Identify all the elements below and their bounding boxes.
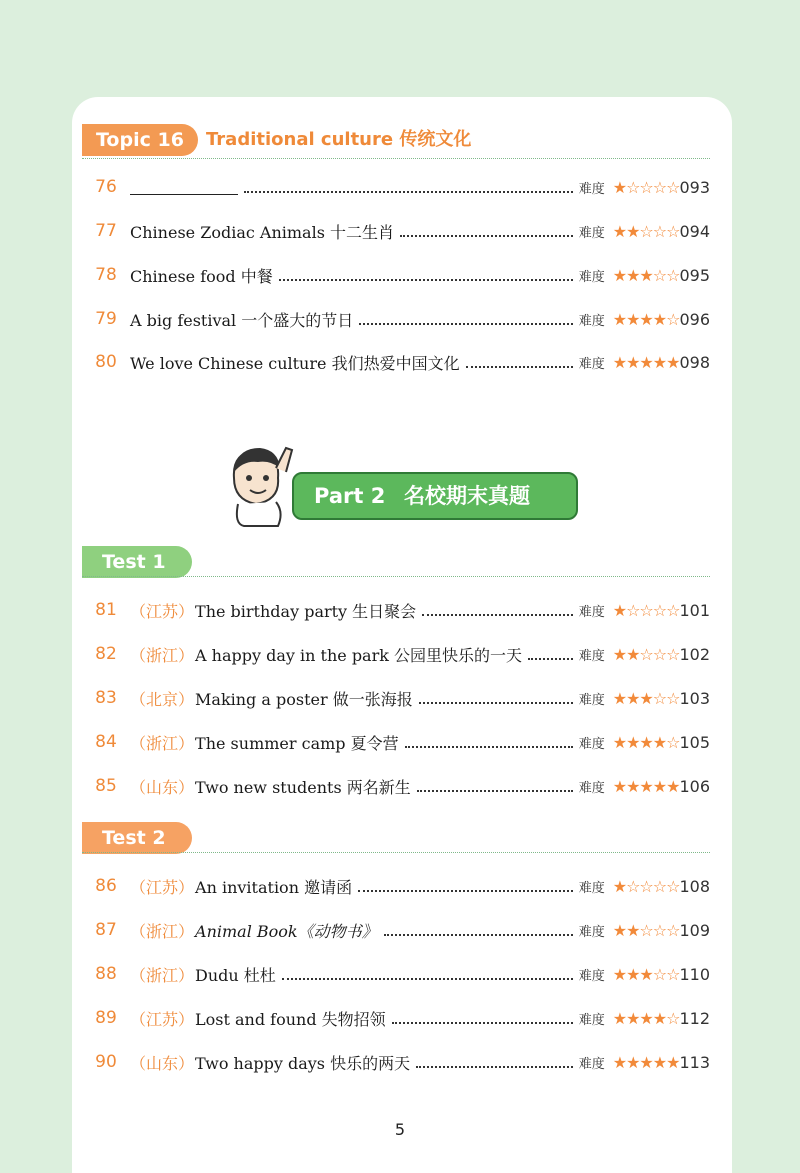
toc-entry[interactable] xyxy=(82,173,710,201)
difficulty-stars xyxy=(613,777,680,796)
dot-leader xyxy=(416,1056,573,1068)
difficulty-stars xyxy=(613,1053,680,1072)
toc-entry[interactable] xyxy=(82,772,710,800)
entry-region: （山东） xyxy=(130,777,195,797)
difficulty-label: 难度 xyxy=(578,692,605,708)
toc-entry[interactable] xyxy=(82,261,710,289)
test-1-badge xyxy=(82,546,192,578)
star-filled-icon: ★ xyxy=(612,352,627,372)
difficulty-label: 难度 xyxy=(578,1012,605,1028)
entry-page: 109 xyxy=(679,920,710,940)
star-empty-icon: ☆ xyxy=(626,600,640,620)
star-empty-icon: ☆ xyxy=(626,876,640,896)
star-empty-icon: ☆ xyxy=(639,920,653,940)
star-empty-icon: ☆ xyxy=(666,920,680,940)
difficulty-label: 难度 xyxy=(578,225,605,241)
star-empty-icon: ☆ xyxy=(652,688,667,708)
star-filled-icon: ★ xyxy=(612,265,627,285)
star-filled-icon: ★ xyxy=(639,309,653,329)
topic-divider xyxy=(82,158,710,159)
entry-title: Dudu 杜杜 xyxy=(195,965,276,985)
star-empty-icon: ☆ xyxy=(639,876,653,896)
difficulty-label: 难度 xyxy=(578,924,605,940)
toc-entry[interactable] xyxy=(82,1048,710,1076)
star-empty-icon: ☆ xyxy=(666,177,680,197)
difficulty-stars xyxy=(613,1009,680,1028)
star-empty-icon: ☆ xyxy=(652,920,667,940)
toc-entry[interactable] xyxy=(82,640,710,668)
dot-leader xyxy=(279,269,573,281)
dot-leader xyxy=(244,181,573,193)
entry-title: Lost and found 失物招领 xyxy=(195,1009,386,1029)
star-filled-icon: ★ xyxy=(639,1008,653,1028)
toc-entry[interactable] xyxy=(82,960,710,988)
dot-leader xyxy=(417,780,573,792)
entry-number: 86 xyxy=(95,876,117,896)
entry-number: 77 xyxy=(95,221,117,241)
star-filled-icon: ★ xyxy=(639,964,653,984)
star-filled-icon: ★ xyxy=(652,352,667,372)
difficulty-stars xyxy=(613,965,680,984)
star-filled-icon: ★ xyxy=(612,1052,627,1072)
entry-page: 112 xyxy=(679,1008,710,1028)
star-filled-icon: ★ xyxy=(626,309,640,329)
star-empty-icon: ☆ xyxy=(639,221,653,241)
entry-number: 90 xyxy=(95,1052,117,1072)
title-blank-line xyxy=(130,180,238,195)
entry-number: 84 xyxy=(95,732,117,752)
star-empty-icon: ☆ xyxy=(666,309,680,329)
entry-page: 106 xyxy=(679,776,710,796)
star-filled-icon: ★ xyxy=(612,964,627,984)
dot-leader xyxy=(466,356,573,368)
star-filled-icon: ★ xyxy=(612,309,627,329)
toc-entry[interactable] xyxy=(82,684,710,712)
star-filled-icon: ★ xyxy=(626,776,640,796)
difficulty-label: 难度 xyxy=(578,968,605,984)
entry-title: A big festival 一个盛大的节日 xyxy=(130,310,354,330)
topic-badge: Topic 16 xyxy=(82,124,198,156)
star-filled-icon: ★ xyxy=(612,876,627,896)
test-1-divider xyxy=(82,576,710,577)
star-filled-icon: ★ xyxy=(612,776,627,796)
entry-number: 79 xyxy=(95,309,117,329)
entry-number: 81 xyxy=(95,600,117,620)
toc-entry[interactable] xyxy=(82,1004,710,1032)
difficulty-stars xyxy=(613,178,680,197)
star-filled-icon: ★ xyxy=(652,732,667,752)
star-filled-icon: ★ xyxy=(639,688,653,708)
entry-page: 094 xyxy=(679,221,710,241)
entry-page: 110 xyxy=(679,964,710,984)
star-empty-icon: ☆ xyxy=(666,265,680,285)
difficulty-label: 难度 xyxy=(578,648,605,664)
toc-entry[interactable] xyxy=(82,348,710,376)
star-filled-icon: ★ xyxy=(626,1052,640,1072)
entry-number: 89 xyxy=(95,1008,117,1028)
dot-leader xyxy=(392,1012,573,1024)
star-empty-icon: ☆ xyxy=(652,177,667,197)
star-filled-icon: ★ xyxy=(626,644,640,664)
star-empty-icon: ☆ xyxy=(652,644,667,664)
toc-entry[interactable] xyxy=(82,217,710,245)
dot-leader xyxy=(422,604,573,616)
topic-header xyxy=(82,124,710,158)
entry-number: 76 xyxy=(95,177,117,197)
star-filled-icon: ★ xyxy=(626,964,640,984)
topic-title: Traditional culture 传统文化 xyxy=(206,129,472,150)
entry-page: 101 xyxy=(679,600,710,620)
star-filled-icon: ★ xyxy=(639,776,653,796)
star-filled-icon: ★ xyxy=(612,732,627,752)
entry-page: 105 xyxy=(679,732,710,752)
star-filled-icon: ★ xyxy=(652,776,667,796)
entry-title: We love Chinese culture 我们热爱中国文化 xyxy=(130,353,460,373)
entry-region: （山东） xyxy=(130,1053,195,1073)
star-empty-icon: ☆ xyxy=(666,600,680,620)
star-empty-icon: ☆ xyxy=(652,265,667,285)
entry-page: 113 xyxy=(679,1052,710,1072)
test-2-divider xyxy=(82,852,710,853)
star-empty-icon: ☆ xyxy=(639,644,653,664)
entry-page: 108 xyxy=(679,876,710,896)
entry-page: 093 xyxy=(679,177,710,197)
difficulty-stars xyxy=(613,601,680,620)
entry-title: An invitation 邀请函 xyxy=(195,877,353,897)
entry-title: The summer camp 夏令营 xyxy=(195,733,399,753)
entry-page: 103 xyxy=(679,688,710,708)
star-filled-icon: ★ xyxy=(652,1052,667,1072)
dot-leader xyxy=(359,313,572,325)
star-empty-icon: ☆ xyxy=(666,876,680,896)
entry-title: Chinese Zodiac Animals 十二生肖 xyxy=(130,222,395,242)
star-filled-icon: ★ xyxy=(612,221,627,241)
entry-number: 78 xyxy=(95,265,117,285)
star-empty-icon: ☆ xyxy=(666,688,680,708)
star-filled-icon: ★ xyxy=(612,644,627,664)
test-2-badge xyxy=(82,822,192,854)
star-filled-icon: ★ xyxy=(612,688,627,708)
star-empty-icon: ☆ xyxy=(666,221,680,241)
entry-title: Two happy days 快乐的两天 xyxy=(195,1053,411,1073)
star-empty-icon: ☆ xyxy=(639,600,653,620)
difficulty-label: 难度 xyxy=(578,604,605,620)
part-title: 名校期末真题 xyxy=(404,484,530,508)
difficulty-stars xyxy=(613,353,680,372)
entry-number: 83 xyxy=(95,688,117,708)
star-filled-icon: ★ xyxy=(652,309,667,329)
difficulty-label: 难度 xyxy=(578,181,605,197)
entry-region: （北京） xyxy=(130,689,195,709)
entry-number: 88 xyxy=(95,964,117,984)
dot-leader xyxy=(405,736,573,748)
part-2-banner xyxy=(292,472,578,520)
page-number: 5 xyxy=(394,1120,406,1139)
star-empty-icon: ☆ xyxy=(666,732,680,752)
star-filled-icon: ★ xyxy=(639,1052,653,1072)
dot-leader xyxy=(528,648,573,660)
difficulty-stars xyxy=(613,645,680,664)
star-empty-icon: ☆ xyxy=(652,964,667,984)
toc-entry[interactable] xyxy=(82,916,710,944)
difficulty-label: 难度 xyxy=(578,313,605,329)
star-filled-icon: ★ xyxy=(639,265,653,285)
toc-entry[interactable] xyxy=(82,305,710,333)
difficulty-label: 难度 xyxy=(578,880,605,896)
entry-title: Making a poster 做一张海报 xyxy=(195,689,413,709)
star-filled-icon: ★ xyxy=(612,1008,627,1028)
star-filled-icon: ★ xyxy=(626,265,640,285)
star-empty-icon: ☆ xyxy=(666,1008,680,1028)
dot-leader xyxy=(384,924,573,936)
star-filled-icon: ★ xyxy=(626,1008,640,1028)
star-empty-icon: ☆ xyxy=(652,600,667,620)
star-filled-icon: ★ xyxy=(626,920,640,940)
star-filled-icon: ★ xyxy=(652,1008,667,1028)
entry-number: 80 xyxy=(95,352,117,372)
star-filled-icon: ★ xyxy=(626,688,640,708)
star-filled-icon: ★ xyxy=(666,352,680,372)
difficulty-stars xyxy=(613,266,680,285)
star-empty-icon: ☆ xyxy=(652,876,667,896)
toc-entry[interactable] xyxy=(82,728,710,756)
entry-number: 82 xyxy=(95,644,117,664)
entry-title: A happy day in the park 公园里快乐的一天 xyxy=(195,645,523,665)
entry-region: （江苏） xyxy=(130,1009,195,1029)
test-2-label: Test 2 xyxy=(102,827,166,849)
star-empty-icon: ☆ xyxy=(652,221,667,241)
star-empty-icon: ☆ xyxy=(666,644,680,664)
entry-region: （浙江） xyxy=(130,733,195,753)
star-filled-icon: ★ xyxy=(612,177,627,197)
star-filled-icon: ★ xyxy=(639,732,653,752)
dot-leader xyxy=(400,225,573,237)
dot-leader xyxy=(282,968,573,980)
star-empty-icon: ☆ xyxy=(626,177,640,197)
entry-title: Animal Book《动物书》 xyxy=(195,921,378,941)
difficulty-stars xyxy=(613,733,680,752)
star-filled-icon: ★ xyxy=(612,920,627,940)
dot-leader xyxy=(419,692,573,704)
difficulty-label: 难度 xyxy=(578,269,605,285)
difficulty-stars xyxy=(613,310,680,329)
part-label: Part 2 xyxy=(314,484,386,508)
difficulty-label: 难度 xyxy=(578,1056,605,1072)
entry-title: Chinese food 中餐 xyxy=(130,266,273,286)
entry-region: （浙江） xyxy=(130,645,195,665)
star-filled-icon: ★ xyxy=(626,352,640,372)
toc-entry[interactable] xyxy=(82,596,710,624)
difficulty-label: 难度 xyxy=(578,356,605,372)
star-filled-icon: ★ xyxy=(666,776,680,796)
difficulty-stars xyxy=(613,877,680,896)
star-filled-icon: ★ xyxy=(626,221,640,241)
dot-leader xyxy=(358,880,573,892)
entry-page: 096 xyxy=(679,309,710,329)
star-filled-icon: ★ xyxy=(666,1052,680,1072)
entry-number: 85 xyxy=(95,776,117,796)
entry-region: （浙江） xyxy=(130,965,195,985)
difficulty-stars xyxy=(613,689,680,708)
star-filled-icon: ★ xyxy=(639,352,653,372)
entry-title: The birthday party 生日聚会 xyxy=(195,601,417,621)
difficulty-label: 难度 xyxy=(578,736,605,752)
difficulty-stars xyxy=(613,921,680,940)
test-1-label: Test 1 xyxy=(102,551,166,573)
entry-region: （江苏） xyxy=(130,601,195,621)
toc-entry[interactable] xyxy=(82,872,710,900)
entry-region: （江苏） xyxy=(130,877,195,897)
entry-title: Two new students 两名新生 xyxy=(195,777,411,797)
entry-page: 098 xyxy=(679,352,710,372)
star-empty-icon: ☆ xyxy=(666,964,680,984)
entry-page: 095 xyxy=(679,265,710,285)
entry-page: 102 xyxy=(679,644,710,664)
star-filled-icon: ★ xyxy=(626,732,640,752)
difficulty-label: 难度 xyxy=(578,780,605,796)
entry-number: 87 xyxy=(95,920,117,940)
star-filled-icon: ★ xyxy=(612,600,627,620)
star-empty-icon: ☆ xyxy=(639,177,653,197)
difficulty-stars xyxy=(613,222,680,241)
entry-region: （浙江） xyxy=(130,921,195,941)
